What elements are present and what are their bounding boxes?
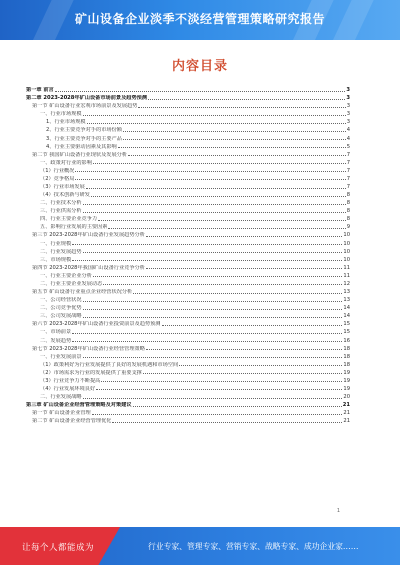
toc-entry-text: 3、行业主要竞争对手的主要产品 — [46, 135, 122, 142]
toc-leader-dots — [179, 365, 342, 366]
toc-entry[interactable] — [26, 400, 350, 408]
toc-entry-page: 10 — [343, 256, 350, 263]
toc-entry-page: 21 — [343, 418, 350, 425]
toc-leader-dots — [108, 228, 345, 229]
toc-entry-text: 1、行业市场规模 — [46, 119, 86, 126]
toc-entry-text: 一、行业市场规模 — [40, 111, 82, 118]
toc-leader-dots — [128, 155, 346, 156]
toc-leader-dots — [133, 406, 342, 407]
toc-entry-page: 21 — [342, 402, 350, 409]
toc-entry-text: 二、行业主要企业发展动态 — [40, 280, 103, 287]
toc-entry-text: 三、公司发展战略 — [40, 313, 82, 320]
toc-entry-text: 第三节 2023-2028年矿山设备行业发展趋势分析 — [32, 232, 145, 239]
toc-entry-page: 15 — [343, 321, 350, 328]
toc-entry-page: 13 — [343, 289, 350, 296]
toc-entry-page: 14 — [343, 313, 350, 320]
toc-leader-dots — [87, 123, 346, 124]
toc-entry[interactable] — [26, 416, 350, 424]
toc-entry-page: 10 — [343, 240, 350, 247]
page-number: 1 — [336, 508, 340, 514]
toc-entry-text: （3）行业竞争力不断提高 — [40, 377, 101, 384]
toc-entry-page: 3 — [346, 111, 350, 118]
toc-entry-page: 11 — [343, 264, 350, 271]
toc-entry-page: 13 — [343, 297, 350, 304]
toc-leader-dots — [133, 293, 342, 294]
toc-leader-dots — [123, 139, 346, 140]
toc-leader-dots — [83, 398, 343, 399]
toc-leader-dots — [93, 163, 346, 164]
toc-entry[interactable] — [26, 85, 350, 93]
toc-entry-text: 二、公司竞争优势 — [40, 305, 82, 312]
toc-leader-dots — [112, 422, 342, 423]
footer-tags: 行业专家、管理专家、营销专家、战略专家、成功企业家…… — [148, 542, 359, 551]
toc-leader-dots — [101, 381, 342, 382]
toc-entry[interactable] — [26, 344, 350, 352]
toc-leader-dots — [96, 389, 342, 390]
toc-leader-dots — [72, 244, 342, 245]
toc-entry-text: 第五节 矿山设备行业重点企业经营状况分析 — [32, 289, 133, 296]
toc-leader-dots — [83, 301, 343, 302]
toc-leader-dots — [83, 212, 346, 213]
toc-entry[interactable] — [26, 198, 350, 206]
toc-entry-text: 4、行业主要驱动因素及其影响 — [46, 143, 117, 150]
toc-entry-text: 五、影响行业发展的主要因素 — [40, 224, 108, 231]
toc-entry[interactable] — [26, 166, 350, 174]
toc-entry-text: （2）竞争格局 — [40, 175, 75, 182]
toc-leader-dots — [83, 115, 346, 116]
toc-entry-page: 10 — [343, 248, 350, 255]
toc-leader-dots — [138, 107, 345, 108]
toc-entry[interactable] — [26, 247, 350, 255]
toc-entry-text: 第二章 2023-2028年矿山设备市场前景及趋势预测 — [26, 95, 148, 102]
toc-entry[interactable] — [26, 190, 350, 198]
toc-entry-text: 第四节 2023-2028年我国矿山设备行业竞争分析 — [32, 264, 145, 271]
toc-entry-text: 第二节 我国矿山设备行业现状及发展分析 — [32, 151, 128, 158]
toc-entry-page: 14 — [343, 305, 350, 312]
toc-entry-page: 19 — [343, 369, 350, 376]
toc-leader-dots — [83, 204, 346, 205]
toc-entry[interactable] — [26, 327, 350, 335]
toc-entry[interactable] — [26, 206, 350, 214]
toc-entry-text: 一、行业发展前景 — [40, 353, 82, 360]
toc-entry[interactable] — [26, 279, 350, 287]
toc-entry-page: 7 — [346, 159, 350, 166]
toc-leader-dots — [83, 317, 343, 318]
report-header — [0, 0, 400, 40]
toc-entry[interactable] — [26, 133, 350, 141]
toc-entry-text: （1）行业概况 — [40, 167, 75, 174]
toc-entry-page: 18 — [343, 353, 350, 360]
toc-leader-dots — [103, 284, 342, 285]
toc-entry[interactable] — [26, 311, 350, 319]
toc-entry-text: 三、市场规模 — [40, 256, 72, 263]
toc-entry-text: 三、行业供需分析 — [40, 208, 82, 215]
footer-banner — [0, 527, 400, 565]
toc-entry-text: 第三章 矿山设备企业经营管理策略及对策建议 — [26, 402, 132, 409]
toc-entry-text: 一、市场前景 — [40, 329, 72, 336]
toc-entry-page: 16 — [343, 337, 350, 344]
toc-leader-dots — [123, 131, 346, 132]
toc-entry-page: 4 — [346, 127, 350, 134]
toc-entry-page: 3 — [346, 103, 350, 110]
toc-entry-page: 3 — [346, 119, 350, 126]
toc-heading: 内容目录 — [171, 59, 228, 74]
toc-entry-page: 20 — [343, 394, 350, 401]
toc-leader-dots — [93, 276, 343, 277]
toc-entry[interactable] — [26, 287, 350, 295]
toc-entry-page: 18 — [343, 361, 350, 368]
toc-entry[interactable] — [26, 392, 350, 400]
toc-leader-dots — [91, 196, 346, 197]
toc-entry[interactable] — [26, 295, 350, 303]
toc-entry-page: 21 — [343, 410, 350, 417]
toc-entry-text: 第二节 矿山设备企业经营管理优化 — [32, 418, 112, 425]
toc-entry[interactable] — [26, 230, 350, 238]
toc-entry[interactable] — [26, 368, 350, 376]
toc-leader-dots — [72, 341, 342, 342]
toc-leader-dots — [92, 414, 343, 415]
toc-entry-page: 8 — [346, 216, 350, 223]
toc-entry[interactable] — [26, 93, 350, 101]
toc-leader-dots — [162, 325, 343, 326]
toc-entry-page: 4 — [346, 135, 350, 142]
toc-entry-text: 一、行业主要企业分析 — [40, 272, 92, 279]
toc-entry[interactable] — [26, 352, 350, 360]
toc-entry-page: 18 — [343, 345, 350, 352]
toc-entry-text: 第六节 2023-2028年矿山设备行业投资前景及趋势预测 — [32, 321, 161, 328]
toc-entry-text: 第一章 前言 — [26, 87, 54, 94]
toc-entry-page: 9 — [346, 224, 350, 231]
toc-entry-text: （3）行业市场发展 — [40, 184, 85, 191]
toc-entry-text: 二、行业发展战略 — [40, 394, 82, 401]
toc-entry-page: 12 — [343, 280, 350, 287]
footer-slogan: 让每个人都能成为 — [22, 543, 95, 553]
toc-entry-page: 19 — [343, 377, 350, 384]
toc-entry-text: 四、行业主要企业竞争力 — [40, 216, 98, 223]
toc-leader-dots — [86, 188, 346, 189]
toc-entry[interactable] — [26, 303, 350, 311]
toc-leader-dots — [118, 147, 346, 148]
toc-entry-page: 7 — [346, 184, 350, 191]
toc-entry[interactable] — [26, 150, 350, 158]
toc-entry-text: （4）行业发展环境良好 — [40, 385, 96, 392]
toc-entry-page: 19 — [343, 385, 350, 392]
toc-entry-text: 二、发展趋势 — [40, 337, 72, 344]
toc-leader-dots — [72, 260, 342, 261]
toc-entry-page: 8 — [346, 208, 350, 215]
toc-entry-page: 7 — [346, 151, 350, 158]
toc-entry-page: 8 — [346, 192, 350, 199]
toc-entry-text: 二、行业技术分析 — [40, 200, 82, 207]
toc-entry[interactable] — [26, 408, 350, 416]
toc-leader-dots — [143, 373, 343, 374]
toc-entry-text: （2）市场需求为行业的发展提供了重要支撑 — [40, 369, 142, 376]
toc-leader-dots — [83, 252, 343, 253]
toc-entry-text: 第一节 矿山设备行业宏观市场前景及发展趋势 — [32, 103, 138, 110]
toc-entry[interactable] — [26, 319, 350, 327]
toc-entry-text: 第七节 2023-2028年矿山设备行业经营管理策略 — [32, 345, 145, 352]
toc-entry[interactable] — [26, 271, 350, 279]
toc-leader-dots — [146, 236, 342, 237]
toc-entry[interactable] — [26, 158, 350, 166]
toc-entry-text: 2、行业主要竞争对手的市场份额 — [46, 127, 122, 134]
report-title: 矿山设备企业淡季不淡经营管理策略研究报告 — [74, 12, 325, 26]
toc-entry[interactable] — [26, 335, 350, 343]
toc-entry-text: 一、行业规模 — [40, 240, 72, 247]
table-of-contents — [26, 85, 350, 424]
toc-entry-text: （4）技术创新与研发 — [40, 192, 90, 199]
toc-entry-page: 3 — [346, 95, 350, 102]
toc-entry-page: 3 — [346, 87, 350, 94]
toc-entry-text: 一、公司经营状况 — [40, 297, 82, 304]
toc-leader-dots — [148, 99, 345, 100]
toc-entry-page: 15 — [343, 329, 350, 336]
toc-entry-text: 第一节 矿山设备企业管理 — [32, 410, 91, 417]
toc-entry[interactable] — [26, 174, 350, 182]
toc-leader-dots — [72, 333, 342, 334]
toc-entry[interactable] — [26, 142, 350, 150]
toc-entry-page: 7 — [346, 167, 350, 174]
toc-entry-page: 10 — [343, 232, 350, 239]
toc-leader-dots — [75, 171, 345, 172]
toc-entry[interactable] — [26, 263, 350, 271]
toc-entry[interactable] — [26, 182, 350, 190]
toc-entry[interactable] — [26, 238, 350, 246]
toc-entry[interactable] — [26, 214, 350, 222]
toc-entry[interactable] — [26, 109, 350, 117]
toc-entry[interactable] — [26, 101, 350, 109]
toc-leader-dots — [83, 357, 343, 358]
toc-entry-page: 7 — [346, 175, 350, 182]
toc-entry[interactable] — [26, 255, 350, 263]
toc-entry[interactable] — [26, 360, 350, 368]
toc-entry[interactable] — [26, 384, 350, 392]
toc-entry-page: 11 — [343, 272, 350, 279]
toc-entry-text: 一、政策对行业的影响 — [40, 159, 92, 166]
toc-leader-dots — [146, 349, 342, 350]
toc-leader-dots — [146, 268, 342, 269]
toc-entry-page: 5 — [346, 143, 350, 150]
toc-leader-dots — [83, 309, 343, 310]
toc-leader-dots — [75, 179, 345, 180]
toc-leader-dots — [98, 220, 346, 221]
toc-entry[interactable] — [26, 376, 350, 384]
toc-entry[interactable] — [26, 117, 350, 125]
toc-leader-dots — [55, 91, 346, 92]
toc-entry[interactable] — [26, 125, 350, 133]
toc-entry-text: 二、行业发展趋势 — [40, 248, 82, 255]
toc-entry-text: （1）政策利好为行业发展提供了良好的发展机遇和市场空间 — [40, 361, 179, 368]
toc-entry-page: 8 — [346, 200, 350, 207]
toc-entry[interactable] — [26, 222, 350, 230]
